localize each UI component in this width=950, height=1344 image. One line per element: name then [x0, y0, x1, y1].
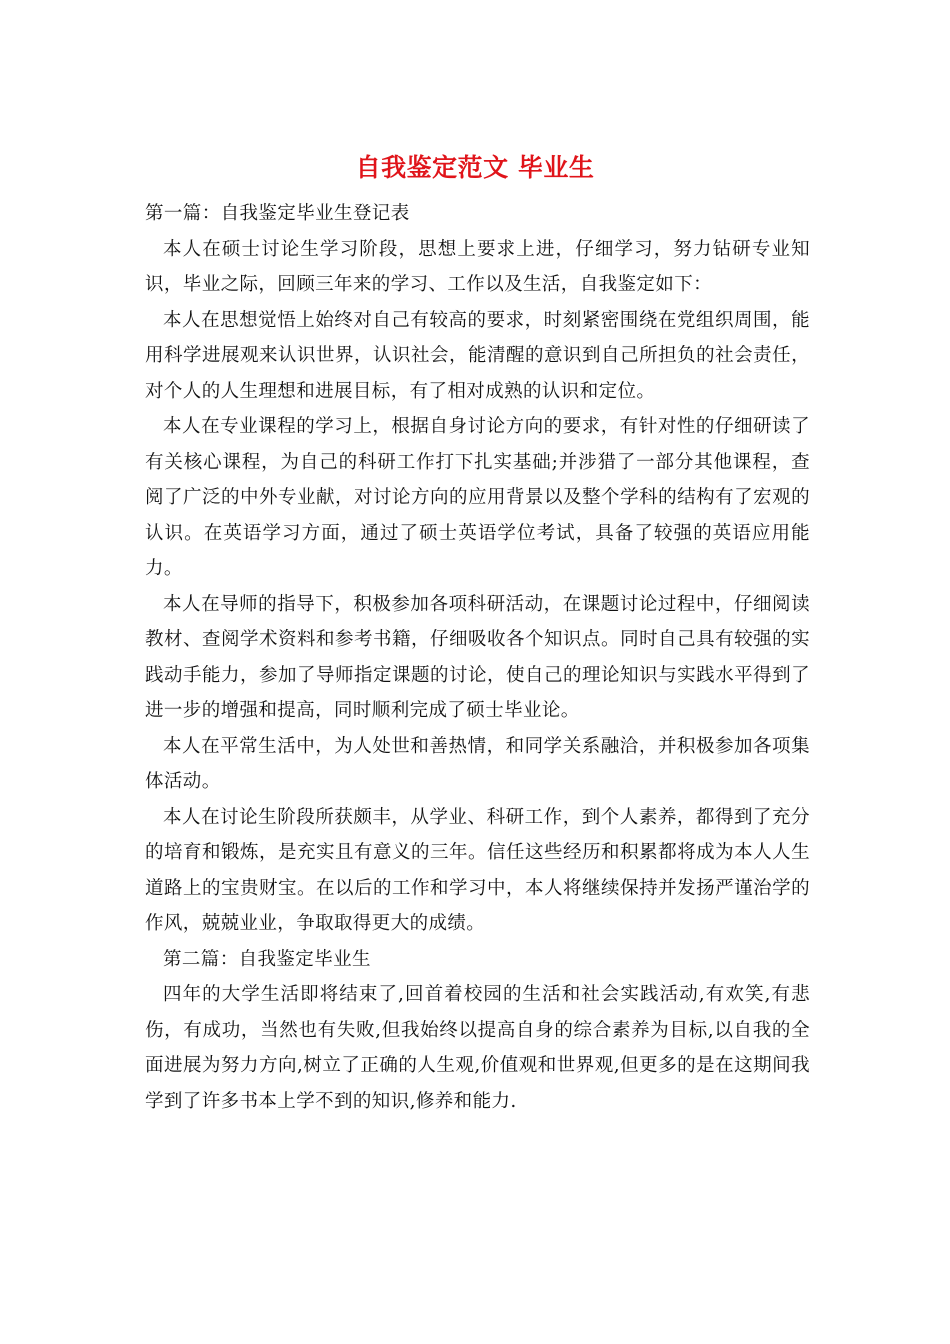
section-2-paragraph-1: 四年的大学生活即将结束了,回首着校园的生活和社会实践活动,有欢笑,有悲伤，有成功，当然也有失败,但我始终以提高自身的综合素养为目标,以自我的全面进展为努力方向,树立了正确的人生观,价值观和世界观,但更多的是在这期间我学到了许多书本上学不到的知识,修养和能力. — [145, 984, 810, 1112]
section-2-heading: 第二篇：自我鉴定毕业生 — [163, 948, 371, 970]
section-1-paragraph-4: 本人在导师的指导下，积极参加各项科研活动，在课题讨论过程中，仔细阅读教材、查阅学术资料和参考书籍，仔细吸收各个知识点。同时自己具有较强的实践动手能力，参加了导师指定课题的讨论，使自己的理论知识与实践水平得到了进一步的增强和提高，同时顺利完成了硕士毕业论。 — [145, 593, 810, 721]
section-1-paragraph-2: 本人在思想觉悟上始终对自己有较高的要求，时刻紧密围绕在党组织周围，能用科学进展观来认识世界，认识社会，能清醒的意识到自己所担负的社会责任，对个人的人生理想和进展目标，有了相对成熟的认识和定位。 — [145, 309, 810, 402]
document-title: 自我鉴定范文 毕业生 — [355, 153, 595, 182]
section-1-paragraph-3: 本人在专业课程的学习上，根据自身讨论方向的要求，有针对性的仔细研读了有关核心课程，为自己的科研工作打下扎实基础;并涉猎了一部分其他课程，查阅了广泛的中外专业献，对讨论方向的应用背景以及整个学科的结构有了宏观的认识。在英语学习方面，通过了硕士英语学位考试，具备了较强的英语应用能力。 — [145, 416, 810, 579]
section-1-paragraph-5: 本人在平常生活中，为人处世和善热情，和同学关系融洽，并积极参加各项集体活动。 — [145, 735, 810, 792]
section-1-paragraph-1: 本人在硕士讨论生学习阶段，思想上要求上进，仔细学习，努力钻研专业知识，毕业之际，回顾三年来的学习、工作以及生活，自我鉴定如下： — [145, 238, 810, 295]
section-1-heading: 第一篇：自我鉴定毕业生登记表 — [145, 203, 410, 224]
section-1-paragraph-6: 本人在讨论生阶段所获颇丰，从学业、科研工作，到个人素养，都得到了充分的培育和锻炼，是充实且有意义的三年。信任这些经历和积累都将成为本人人生道路上的宝贵财宝。在以后的工作和学习中，本人将继续保持并发扬严谨治学的作风，兢兢业业，争取取得更大的成绩。 — [145, 806, 810, 934]
document-body — [145, 196, 810, 1119]
